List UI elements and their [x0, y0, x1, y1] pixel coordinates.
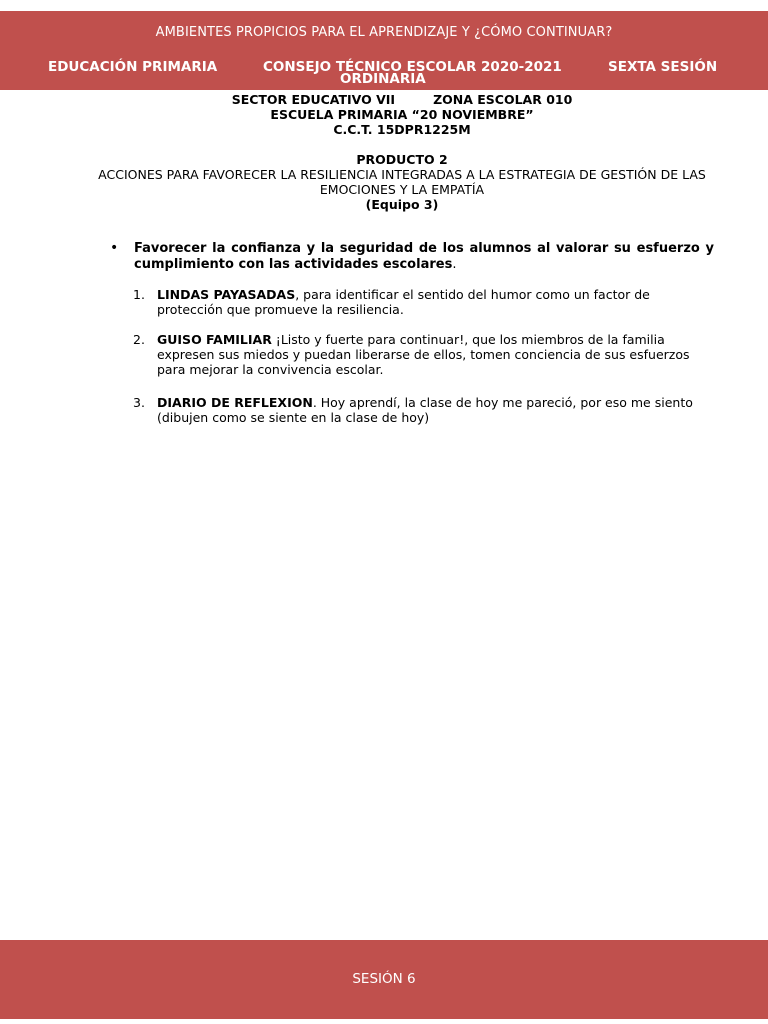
- school-sector-row: [0, 92, 768, 107]
- header-title: AMBIENTES PROPICIOS PARA EL APRENDIZAJE Y ¿CÓMO CONTINUAR?: [155, 25, 613, 40]
- school-cct: C.C.T. 15DPR1225M: [333, 122, 471, 137]
- header-council-line1: CONSEJO TÉCNICO ESCOLAR 2020-2021: [263, 59, 562, 75]
- bullet-text: Favorecer la confianza y la seguridad de los alumnos al valorar su esfuerzo y cumplimiento con las actividades escolares.: [134, 241, 714, 272]
- school-zone: ZONA ESCOLAR 010: [433, 92, 573, 107]
- page-header-band: [0, 11, 768, 90]
- item-number: 2.: [133, 332, 145, 347]
- item-text: DIARIO DE REFLEXION. Hoy aprendí, la clase de hoy me pareció, por eso me siento (dibujen como se siente en la clase de hoy): [157, 395, 693, 425]
- page-footer-band: [0, 940, 768, 1019]
- item-number: 3.: [133, 395, 145, 410]
- product-title: PRODUCTO 2: [356, 152, 448, 167]
- header-row: [0, 59, 768, 89]
- header-council-line2: ORDINARIA: [340, 71, 426, 87]
- item-text: GUISO FAMILIAR ¡Listo y fuerte para continuar!, que los miembros de la familia expresen sus miedos y puedan liberarse de ellos, tomen conciencia de sus esfuerzos para mejorar la convivencia escolar.: [157, 332, 690, 377]
- school-info: [0, 92, 768, 137]
- school-sector: SECTOR EDUCATIVO VII: [231, 92, 396, 107]
- header-session: SEXTA SESIÓN: [608, 59, 718, 75]
- product-description: ACCIONES PARA FAVORECER LA RESILIENCIA INTEGRADAS A LA ESTRATEGIA DE GESTIÓN DE LAS EMOCIONES Y LA EMPATÍA: [98, 167, 706, 197]
- item-text: LINDAS PAYASADAS, para identificar el sentido del humor como un factor de protección que promueve la resiliencia.: [157, 287, 650, 317]
- item-number: 1.: [133, 287, 145, 302]
- school-name: ESCUELA PRIMARIA “20 NOVIEMBRE”: [270, 107, 534, 122]
- header-council: [263, 59, 593, 87]
- bullet-dot-icon: •: [110, 240, 119, 256]
- product-team: (Equipo 3): [365, 197, 439, 212]
- product-block: [80, 152, 724, 212]
- footer-session: SESIÓN 6: [352, 971, 416, 987]
- header-level: EDUCACIÓN PRIMARIA: [48, 59, 218, 75]
